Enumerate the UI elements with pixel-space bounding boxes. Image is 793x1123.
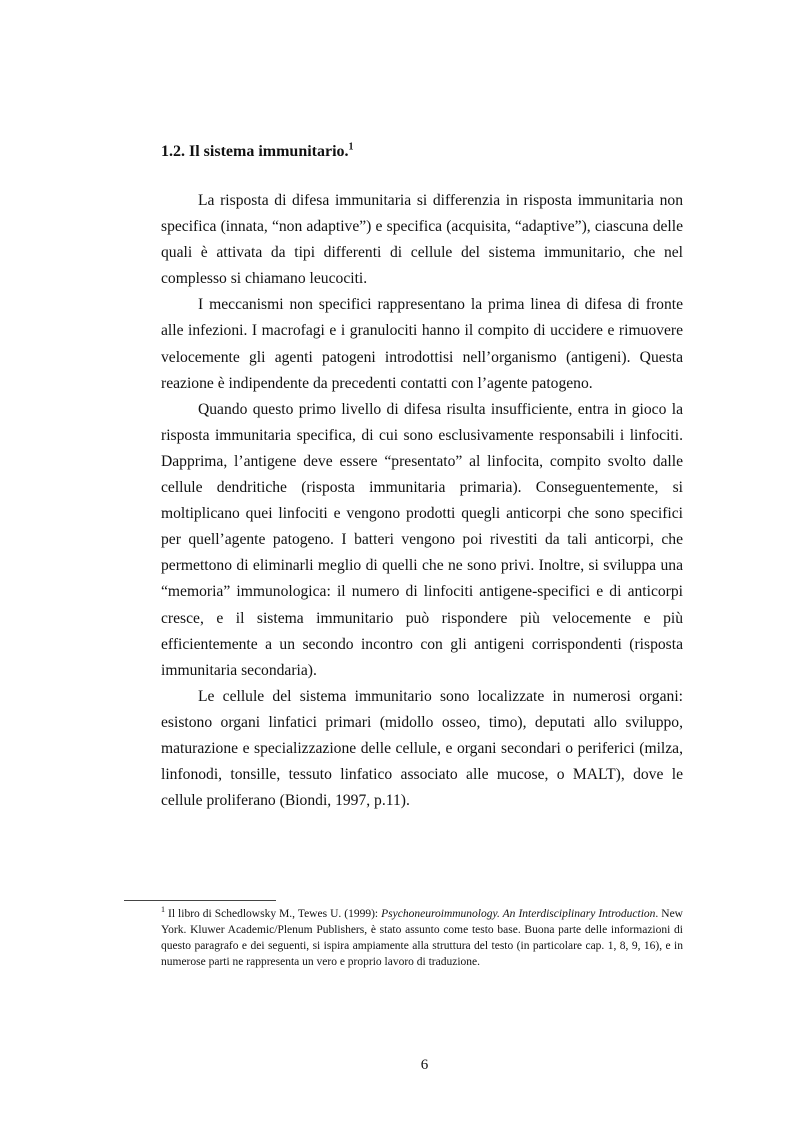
- footnote-book-title: Psychoneuroimmunology. An Interdisciplinary Introduction: [381, 908, 656, 920]
- footnote-text-before: Il libro di Schedlowsky M., Tewes U. (1999):: [165, 908, 382, 920]
- section-heading-text: 1.2. Il sistema immunitario.: [161, 143, 349, 160]
- paragraph-3: Quando questo primo livello di difesa risulta insufficiente, entra in gioco la risposta immunitaria specifica, di cui sono esclusivamente responsabili i linfociti. Dapprima, l’antigene deve essere “presentato” al linfocita, compito svolto dalle cellule dendritiche (risposta immunitaria primaria). Conseguentemente, si moltiplicano quei linfociti e vengono prodotti quegli anticorpi che sono specifici per quell’agente patogeno. I batteri vengono poi rivestiti da tali anticorpi, che permettono di eliminarli meglio di quelli che ne sono privi. Inoltre, si sviluppa una “memoria” immunologica: il numero di linfociti antigene-specifici e di anticorpi cresce, e il sistema immunitario può rispondere più velocemente e più efficientemente a un secondo incontro con gli antigeni corrispondenti (risposta immunitaria secondaria).: [161, 400, 683, 679]
- page-number: 6: [420, 1057, 429, 1073]
- page-number-row: [0, 1057, 793, 1074]
- footnote-separator: [124, 900, 276, 901]
- footnote-text-after: . New York. Kluwer Academic/Plenum Publishers, è stato assunto come testo base. Buona parte delle informazioni di questo paragrafo e dei seguenti, si ispira ampiamente alla struttura del testo (in particolare cap. 1, 8, 9, 16), e in numerose parti ne rappresenta un vero e proprio lavoro di traduzione.: [161, 908, 683, 968]
- footnote: [161, 906, 683, 970]
- paragraph-1: La risposta di difesa immunitaria si differenzia in risposta immunitaria non specifica (innata, “non adaptive”) e specifica (acquisita, “adaptive”), ciascuna delle quali è attivata da tipi differenti di cellule del sistema immunitario, che nel complesso si chiamano leucociti.: [161, 192, 683, 288]
- footnote-ref: 1: [348, 141, 354, 153]
- section-heading: [161, 143, 354, 161]
- paragraph-2: I meccanismi non specifici rappresentano la prima linea di difesa di fronte alle infezioni. I macrofagi e i granulociti hanno il compito di uccidere e rimuovere velocemente gli agenti patogeni introdottisi nell’organismo (antigeni). Questa reazione è indipendente da precedenti contatti con l’agente patogeno.: [161, 296, 683, 392]
- body-text: [161, 188, 683, 814]
- footnote-number: 1: [161, 905, 165, 915]
- paragraph-4: Le cellule del sistema immunitario sono localizzate in numerosi organi: esistono organi linfatici primari (midollo osseo, timo), deputati allo sviluppo, maturazione e specializzazione delle cellule, e organi secondari o periferici (milza, linfonodi, tonsille, tessuto linfatico associato alle mucose, o MALT), dove le cellule proliferano (Biondi, 1997, p.11).: [161, 687, 683, 810]
